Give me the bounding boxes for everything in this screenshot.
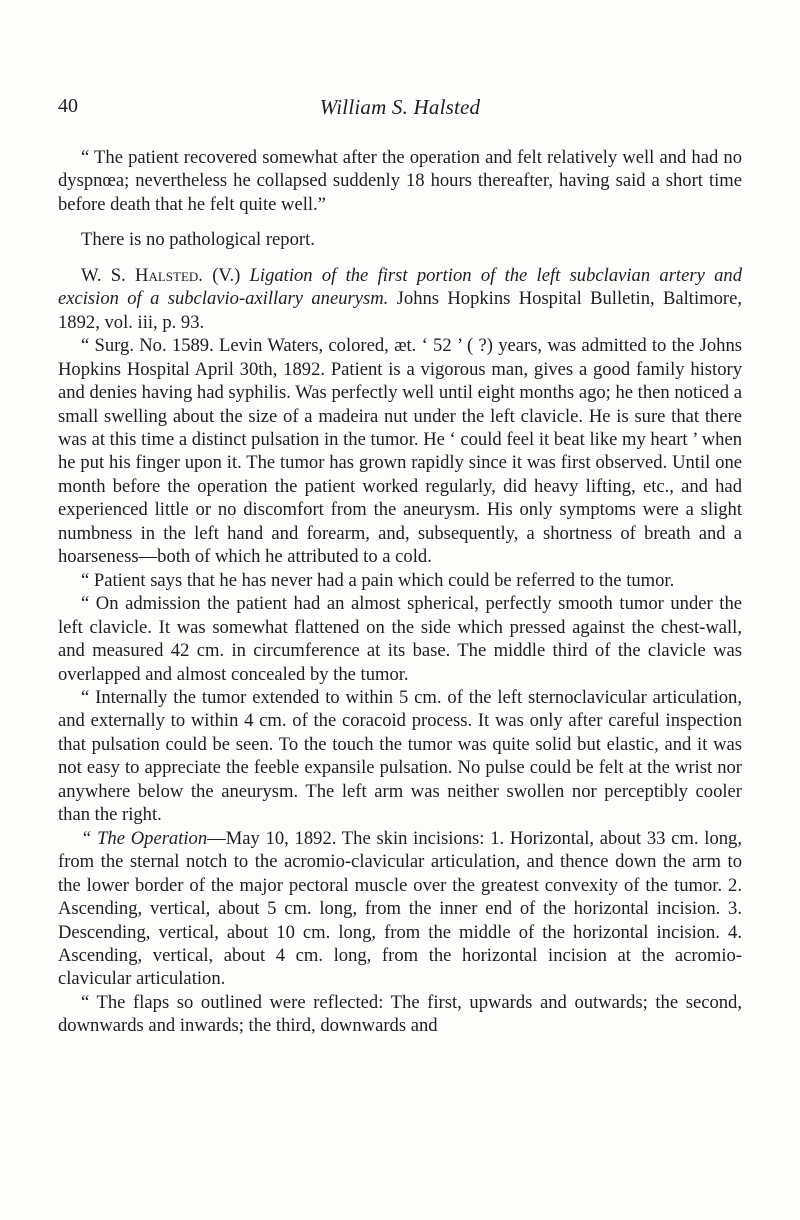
citation-number: (V.)	[212, 264, 241, 286]
operation-heading: “ The Operation	[81, 827, 208, 849]
citation-title: Ligation of the first portion of the left subclavian artery and excision of a subclavio-axillary aneurysm.	[58, 264, 742, 310]
page-number: 40	[58, 95, 78, 117]
paragraph-operation	[58, 827, 742, 991]
paragraph-case-history: “ Surg. No. 1589. Levin Waters, colored, æt. ‘ 52 ’ ( ?) years, was admitted to the Johns Hopkins Hospital April 30th, 1892. Patient is a vigorous man, gives a good family history and denies having had syphilis. Was perfectly well until eight months ago; he then noticed a small swelling about the size of a madeira nut under the left clavicle. He is sure that there was at this time a distinct pulsation in the tumor. He ‘ could feel it beat like my heart ’ when he put his finger upon it. The tumor has grown rapidly since it was first observed. Until one month before the operation the patient worked regularly, did heavy lifting, etc., and had experienced little or no discomfort from the aneurysm. His only symptoms were a slight numbness in the left hand and forearm, and, subsequently, a shortness of breath and a hoarseness—both of which he attributed to a cold.	[58, 335, 742, 568]
paragraph-pain: “ Patient says that he has never had a pain which could be referred to the tumor.	[81, 569, 675, 591]
paragraph-citation	[58, 264, 742, 334]
paragraph-patient-recovered: “ The patient recovered somewhat after the operation and felt relatively well and had no dyspnœa; nevertheless he collapsed suddenly 18 hours thereafter, having said a short time before death that he felt quite well.”	[58, 147, 742, 215]
page-header	[58, 95, 742, 125]
page-body	[58, 146, 742, 1038]
operation-text: —May 10, 1892. The skin incisions: 1. Horizontal, about 33 cm. long, from the sternal notch to the acromio-clavicular articulation, and thence down the arm to the lower border of the major pectoral muscle over the greatest convexity of the tumor. 2. Ascending, vertical, about 5 cm. long, from the inner end of the horizontal incision. 3. Descending, vertical, about 10 cm. long, from the middle of the horizontal incision. 4. Ascending, vertical, about 4 cm. long, from the horizontal incision at the acromio-clavicular articulation.	[58, 827, 742, 990]
citation-author-surname: Halsted.	[135, 264, 203, 286]
citation-source: Johns Hopkins Hospital Bulletin, Baltimore, 1892, vol. iii, p. 93.	[58, 288, 742, 333]
running-head: William S. Halsted	[319, 95, 481, 119]
paragraph-flaps: “ The flaps so outlined were reflected: The first, upwards and outwards; the second, downwards and inwards; the third, downwards and	[58, 991, 742, 1037]
paragraph-admission: “ On admission the patient had an almost spherical, perfectly smooth tumor under the left clavicle. It was somewhat flattened on the side which pressed against the chest-wall, and measured 42 cm. in circumference at its base. The middle third of the clavicle was overlapped and almost concealed by the tumor.	[58, 593, 742, 685]
paragraph-pathological-report: There is no pathological report.	[81, 229, 315, 251]
paragraph-tumor-extent: “ Internally the tumor extended to within 5 cm. of the left sternoclavicular articulation, and externally to within 4 cm. of the coracoid process. It was only after careful inspection that pulsation could be seen. To the touch the tumor was quite solid but elastic, and it was not easy to appreciate the feeble expansile pulsation. No pulse could be felt at the wrist nor anywhere below the aneurysm. The left arm was neither swollen nor perceptibly cooler than the right.	[58, 686, 742, 826]
citation-author-initials: W. S.	[81, 264, 126, 286]
